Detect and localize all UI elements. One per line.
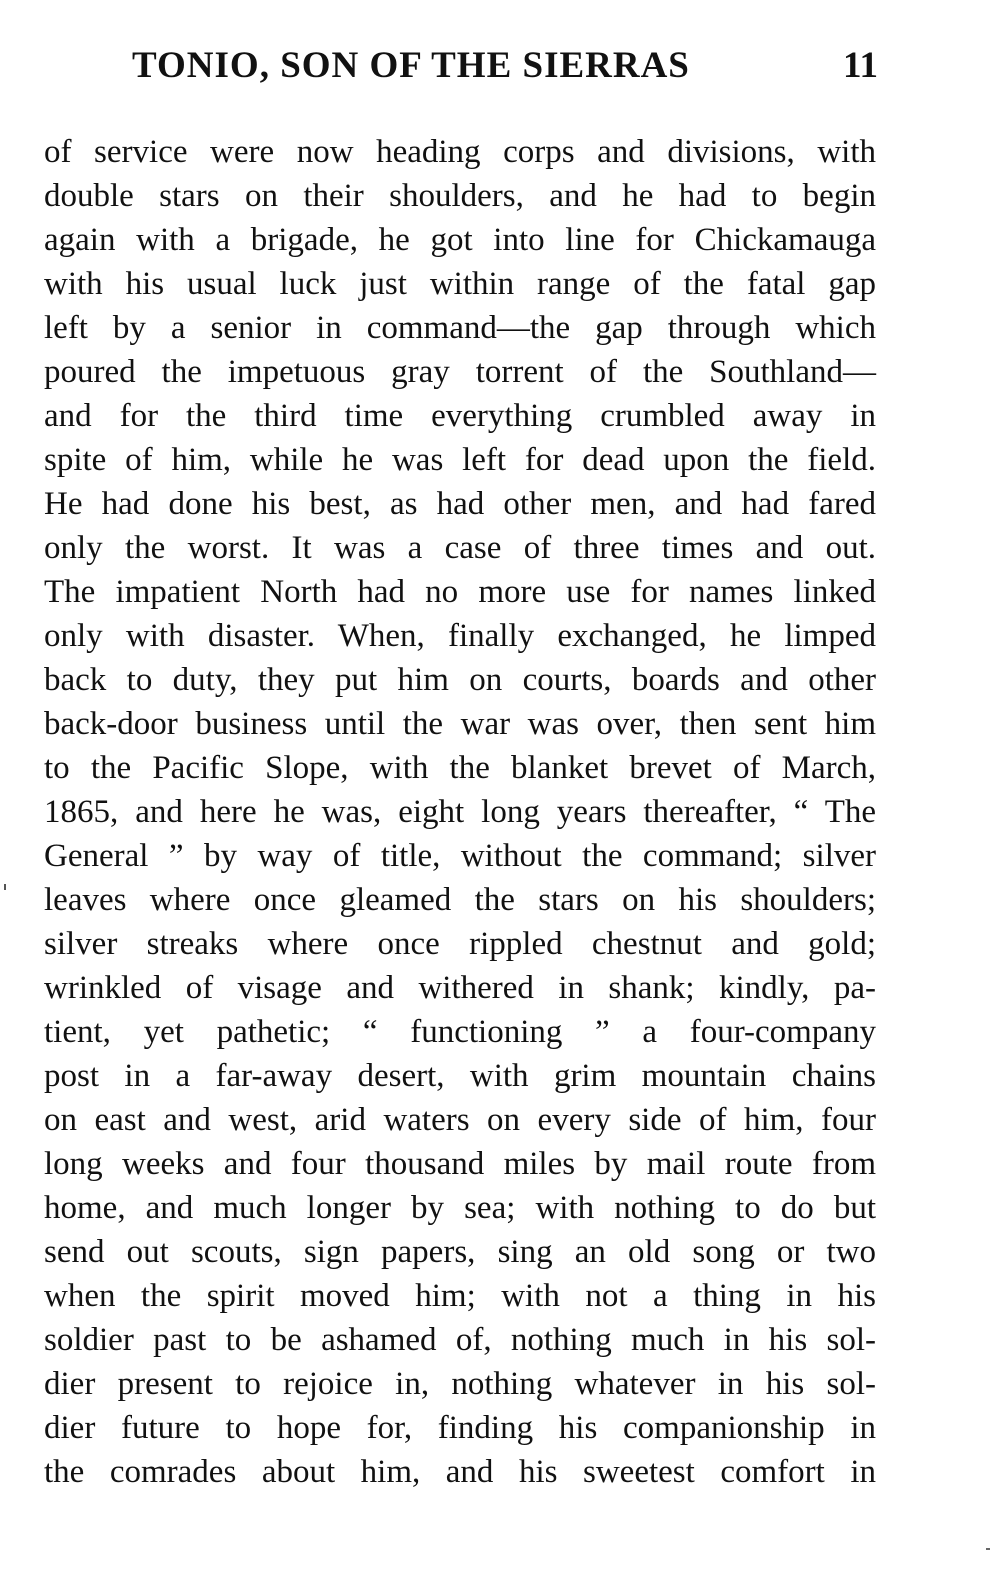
text-line: only with disaster. When, finally exchanged, he limped [44,618,876,654]
text-line: with his usual luck just within range of the fatal gap [44,266,876,302]
body-text [44,130,876,1494]
text-line: when the spirit moved him; with not a thing in his [44,1278,876,1314]
scan-speck [986,1548,990,1550]
text-line: left by a senior in command—the gap through which [44,310,876,346]
text-line: long weeks and four thousand miles by mail route from [44,1146,876,1182]
text-line: silver streaks where once rippled chestnut and gold; [44,926,876,962]
text-line: double stars on their shoulders, and he had to begin [44,178,876,214]
text-line: General ” by way of title, without the command; silver [44,838,876,874]
text-line: home, and much longer by sea; with nothing to do but [44,1190,876,1226]
text-line: only the worst. It was a case of three times and out. [44,530,876,566]
text-line: spite of him, while he was left for dead upon the field. [44,442,876,478]
running-head [132,44,878,94]
text-line: again with a brigade, he got into line for Chickamauga [44,222,876,258]
text-line: the comrades about him, and his sweetest comfort in [44,1454,876,1490]
text-line: leaves where once gleamed the stars on his shoulders; [44,882,876,918]
text-line: He had done his best, as had other men, and had fared [44,486,876,522]
text-line: soldier past to be ashamed of, nothing much in his sol- [44,1322,876,1358]
text-line: to the Pacific Slope, with the blanket brevet of March, [44,750,876,786]
text-line: wrinkled of visage and withered in shank; kindly, pa- [44,970,876,1006]
text-line: and for the third time everything crumbled away in [44,398,876,434]
text-line: of service were now heading corps and divisions, with [44,134,876,170]
text-line: dier present to rejoice in, nothing whatever in his sol- [44,1366,876,1402]
page-number: 11 [843,45,878,86]
text-line: poured the impetuous gray torrent of the Southland— [44,354,876,390]
text-line: tient, yet pathetic; “ functioning ” a four-company [44,1014,876,1050]
text-line: send out scouts, sign papers, sing an old song or two [44,1234,876,1270]
scan-speck [4,884,6,890]
text-line: dier future to hope for, finding his companionship in [44,1410,876,1446]
text-line: post in a far-away desert, with grim mountain chains [44,1058,876,1094]
text-line: The impatient North had no more use for names linked [44,574,876,610]
running-title: TONIO, SON OF THE SIERRAS [132,45,690,86]
text-line: on east and west, arid waters on every side of him, four [44,1102,876,1138]
text-line: back to duty, they put him on courts, boards and other [44,662,876,698]
text-line: 1865, and here he was, eight long years thereafter, “ The [44,794,876,830]
text-line: back-door business until the war was over, then sent him [44,706,876,742]
